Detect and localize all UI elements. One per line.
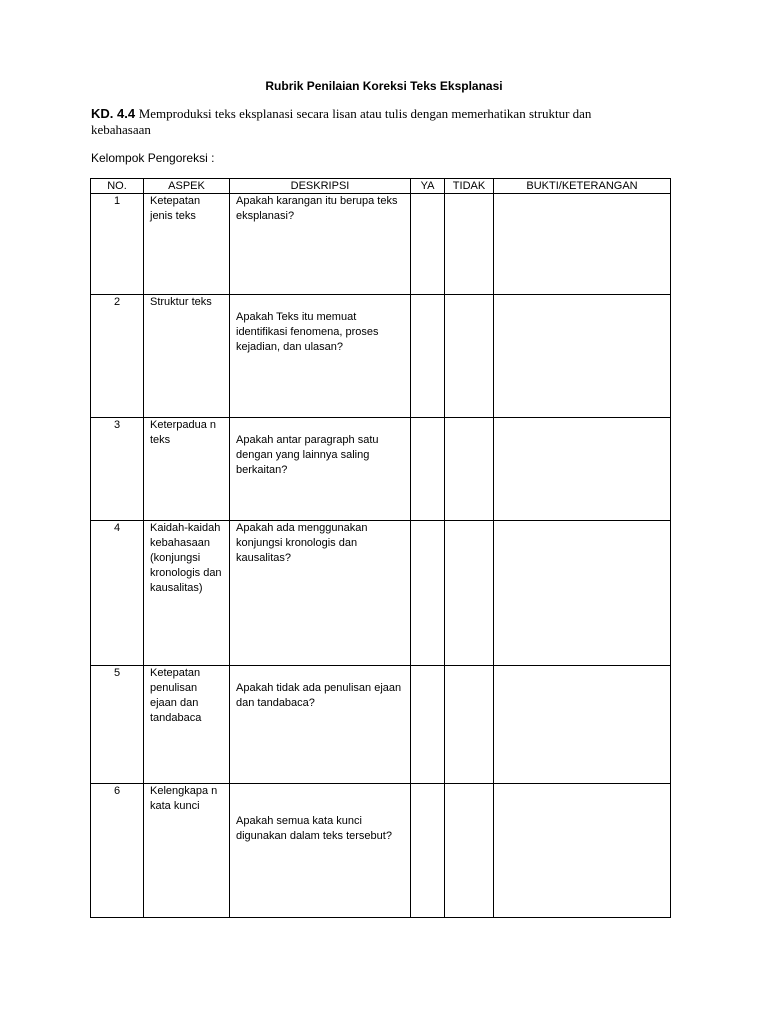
row-deskripsi: Apakah ada menggunakan konjungsi kronologis dan kausalitas? [230,521,411,666]
row-aspek: Kelengkapa n kata kunci [144,784,230,918]
header-tidak: TIDAK [445,179,494,194]
row-aspek: Ketepatan jenis teks [144,194,230,295]
bukti-cell[interactable] [494,784,671,918]
ya-cell[interactable] [411,521,445,666]
tidak-cell[interactable] [445,295,494,418]
bukti-cell[interactable] [494,521,671,666]
ya-cell[interactable] [411,295,445,418]
row-deskripsi: Apakah karangan itu berupa teks eksplanasi? [230,194,411,295]
kd-text: Memproduksi teks eksplanasi secara lisan atau tulis dengan memerhatikan struktur dan kebahasaan [91,106,592,137]
ya-cell[interactable] [411,194,445,295]
table-row [91,666,671,784]
header-bukti: BUKTI/KETERANGAN [494,179,671,194]
header-aspek: ASPEK [144,179,230,194]
table-row [91,784,671,918]
row-deskripsi: Apakah Teks itu memuat identifikasi fenomena, proses kejadian, dan ulasan? [230,295,411,418]
kd-label: KD. 4.4 [91,106,136,121]
row-number: 4 [91,521,144,666]
bukti-cell[interactable] [494,295,671,418]
header-ya: YA [411,179,445,194]
bukti-cell[interactable] [494,418,671,521]
row-number: 2 [91,295,144,418]
ya-cell[interactable] [411,666,445,784]
header-no: NO. [91,179,144,194]
table-header-row [91,179,671,194]
table-row [91,295,671,418]
table-row [91,194,671,295]
row-deskripsi: Apakah tidak ada penulisan ejaan dan tandabaca? [230,666,411,784]
row-number: 3 [91,418,144,521]
header-deskripsi: DESKRIPSI [230,179,411,194]
bukti-cell[interactable] [494,194,671,295]
tidak-cell[interactable] [445,666,494,784]
kd-statement [91,106,651,138]
row-aspek: Ketepatan penulisan ejaan dan tandabaca [144,666,230,784]
bukti-cell[interactable] [494,666,671,784]
row-number: 5 [91,666,144,784]
tidak-cell[interactable] [445,418,494,521]
group-label: Kelompok Pengoreksi : [91,151,215,165]
rubric-table [90,178,671,918]
ya-cell[interactable] [411,418,445,521]
table-row [91,521,671,666]
row-aspek: Keterpadua n teks [144,418,230,521]
tidak-cell[interactable] [445,784,494,918]
row-aspek: Kaidah-kaidah kebahasaan (konjungsi kronologis dan kausalitas) [144,521,230,666]
tidak-cell[interactable] [445,521,494,666]
row-deskripsi: Apakah antar paragraph satu dengan yang lainnya saling berkaitan? [230,418,411,521]
page-title: Rubrik Penilaian Koreksi Teks Eksplanasi [265,79,503,93]
ya-cell[interactable] [411,784,445,918]
row-number: 1 [91,194,144,295]
table-row [91,418,671,521]
row-aspek: Struktur teks [144,295,230,418]
row-deskripsi: Apakah semua kata kunci digunakan dalam teks tersebut? [230,784,411,918]
tidak-cell[interactable] [445,194,494,295]
row-number: 6 [91,784,144,918]
